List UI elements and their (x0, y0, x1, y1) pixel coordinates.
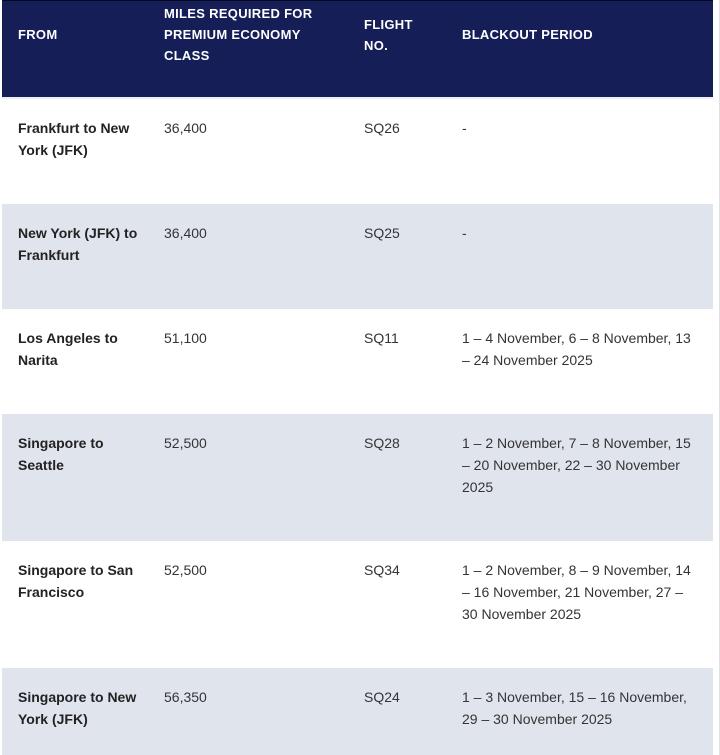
cell-from: New York (JFK) to Frankfurt (18, 224, 138, 263)
cell-miles: 52,500 (164, 434, 207, 451)
cell-blackout: - (462, 224, 467, 241)
column-header-from: FROM (2, 1, 148, 98)
cell-from: Los Angeles to Narita (18, 329, 118, 368)
cell-from: Singapore to New York (JFK) (18, 688, 137, 727)
cell-flight-no: SQ25 (364, 224, 400, 241)
table-row (2, 309, 713, 414)
cell-from: Frankfurt to New York (JFK) (18, 119, 130, 158)
cell-miles: 52,500 (164, 561, 207, 578)
cell-miles: 36,400 (164, 119, 207, 136)
award-table (2, 0, 713, 755)
cell-miles: 36,400 (164, 224, 207, 241)
cell-from: Singapore to San Francisco (18, 561, 134, 600)
table-row (2, 98, 713, 204)
cell-blackout: 1 – 2 November, 7 – 8 November, 15 – 20 November, 22 – 30 November 2025 (462, 434, 691, 495)
cell-flight-no: SQ28 (364, 434, 400, 451)
table-header-row (2, 1, 713, 98)
table-row (2, 541, 713, 668)
cell-blackout: 1 – 4 November, 6 – 8 November, 13 – 24 November 2025 (462, 329, 691, 368)
table-row (2, 668, 713, 755)
cell-blackout: 1 – 3 November, 15 – 16 November, 29 – 30 November 2025 (462, 688, 687, 727)
cell-flight-no: SQ24 (364, 688, 400, 705)
column-header-blackout: BLACKOUT PERIOD (446, 1, 713, 98)
cell-miles: 51,100 (164, 329, 207, 346)
table-header (2, 1, 713, 98)
cell-flight-no: SQ11 (364, 329, 399, 346)
cell-blackout: 1 – 2 November, 8 – 9 November, 14 – 16 November, 21 November, 27 – 30 November 2025 (462, 561, 691, 622)
column-header-miles: MILES REQUIRED FOR PREMIUM ECONOMY CLASS (148, 1, 348, 98)
award-table-container (2, 0, 713, 755)
table-row (2, 204, 713, 309)
cell-flight-no: SQ26 (364, 119, 400, 136)
cell-from: Singapore to Seattle (18, 434, 104, 473)
cell-flight-no: SQ34 (364, 561, 400, 578)
table-body (2, 98, 713, 755)
cell-miles: 56,350 (164, 688, 207, 705)
cell-blackout: - (462, 119, 467, 136)
column-header-flight-no: FLIGHT NO. (348, 1, 446, 98)
table-row (2, 414, 713, 541)
